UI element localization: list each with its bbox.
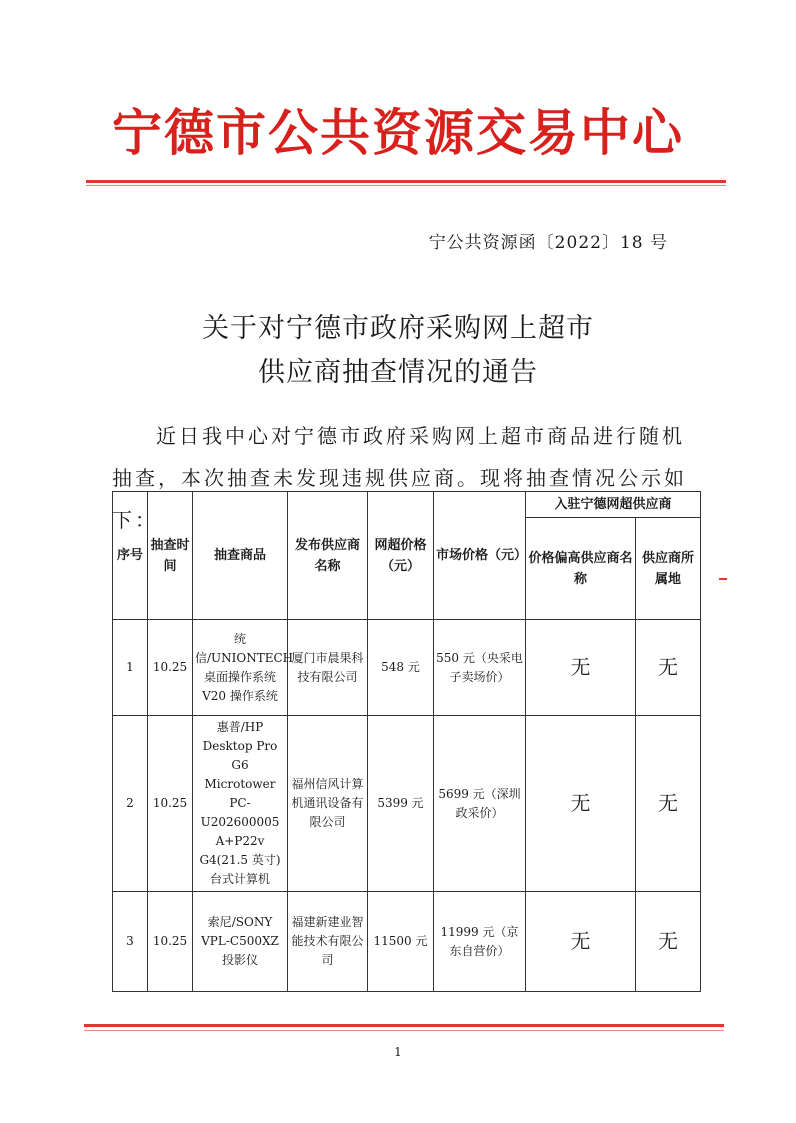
cell-supplier: 福建新建业智能技术有限公司 xyxy=(288,892,368,992)
cell-location: 无 xyxy=(636,716,701,892)
header-high-price-supplier: 价格偏高供应商名称 xyxy=(526,518,636,620)
cell-no: 3 xyxy=(113,892,148,992)
header-group-suppliers: 入驻宁德网超供应商 xyxy=(526,492,701,518)
cell-market-price: 550 元（央采电子卖场价） xyxy=(434,620,526,716)
cell-market-price: 11999 元（京东自营价） xyxy=(434,892,526,992)
header-product: 抽查商品 xyxy=(193,492,288,620)
document-number: 宁公共资源函〔2022〕18 号 xyxy=(428,233,668,253)
cell-high-price-supplier: 无 xyxy=(526,716,636,892)
cell-time: 10.25 xyxy=(148,892,193,992)
header-divider xyxy=(86,180,726,183)
cell-product: 惠普/HP Desktop Pro G6 Microtower PC-U202600005 A+P22v G4(21.5 英寸) 台式计算机 xyxy=(193,716,288,892)
footer-divider-thin xyxy=(84,1030,724,1031)
header-supplier: 发布供应商名称 xyxy=(288,492,368,620)
cell-mall-price: 5399 元 xyxy=(368,716,434,892)
masthead-title: 宁德市公共资源交易中心 xyxy=(112,103,684,162)
title-line-2: 供应商抽查情况的通告 xyxy=(258,357,538,388)
intro-text: 近日我中心对宁德市政府采购网上超市商品进行随机抽查，本次抽查未发现违规供应商。现将抽查情况公示如下： xyxy=(112,424,687,532)
cell-mall-price: 11500 元 xyxy=(368,892,434,992)
header-location: 供应商所属地 xyxy=(636,518,701,620)
cell-location: 无 xyxy=(636,620,701,716)
cell-mall-price: 548 元 xyxy=(368,620,434,716)
header-divider-thin xyxy=(86,185,726,186)
cell-high-price-supplier: 无 xyxy=(526,892,636,992)
inspection-table xyxy=(112,491,701,992)
header-no: 序号 xyxy=(113,492,148,620)
header-market-price: 市场价格（元） xyxy=(434,492,526,620)
footer-divider xyxy=(84,1024,724,1027)
table-row xyxy=(113,716,701,892)
cell-no: 2 xyxy=(113,716,148,892)
cell-product: 统信/UNIONTECH 桌面操作系统 V20 操作系统 xyxy=(193,620,288,716)
cell-product: 索尼/SONY VPL-C500XZ 投影仪 xyxy=(193,892,288,992)
margin-mark xyxy=(719,578,727,580)
cell-market-price: 5699 元（深圳政采价） xyxy=(434,716,526,892)
title-line-1: 关于对宁德市政府采购网上超市 xyxy=(202,313,594,344)
cell-supplier: 福州信风计算机通讯设备有限公司 xyxy=(288,716,368,892)
header-time: 抽查时间 xyxy=(148,492,193,620)
page-number: 1 xyxy=(394,1045,402,1059)
cell-high-price-supplier: 无 xyxy=(526,620,636,716)
cell-time: 10.25 xyxy=(148,620,193,716)
table-row xyxy=(113,620,701,716)
cell-location: 无 xyxy=(636,892,701,992)
cell-no: 1 xyxy=(113,620,148,716)
document-title xyxy=(0,307,796,395)
cell-time: 10.25 xyxy=(148,716,193,892)
header-mall-price: 网超价格（元） xyxy=(368,492,434,620)
table-row xyxy=(113,892,701,992)
cell-supplier: 厦门市晨果科技有限公司 xyxy=(288,620,368,716)
